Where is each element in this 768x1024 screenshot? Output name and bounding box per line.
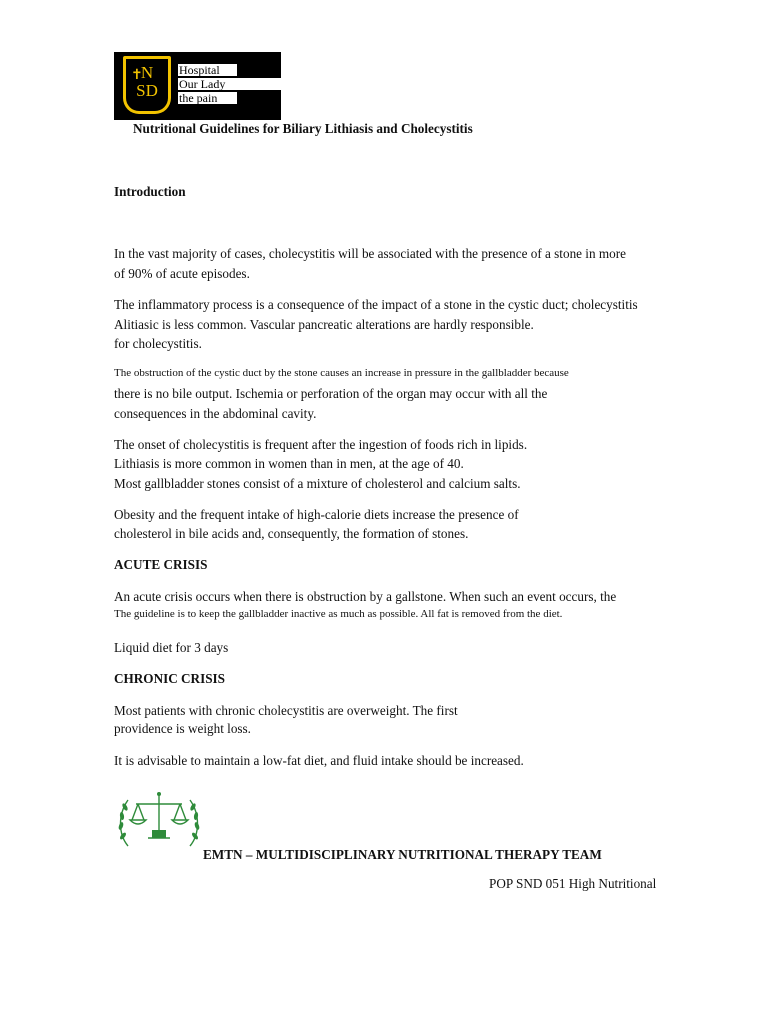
acute-crisis-heading: ACUTE CRISIS <box>114 557 208 572</box>
paragraph-line: The guideline is to keep the gallbladder inactive as much as possible. All fat is removed from the diet. <box>114 608 563 620</box>
paragraph-line: cholesterol in bile acids and, consequently, the formation of stones. <box>114 526 469 541</box>
shield-emblem <box>123 56 171 114</box>
paragraph-line: Most patients with chronic cholecystitis are overweight. The first <box>114 703 458 718</box>
paragraph-line: Obesity and the frequent intake of high-calorie diets increase the presence of <box>114 507 519 522</box>
cross-icon: ✝ <box>131 68 143 83</box>
document-title: Nutritional Guidelines for Biliary Lithiasis and Cholecystitis <box>133 121 473 136</box>
paragraph-line: The inflammatory process is a consequence of the impact of a stone in the cystic duct; cholecystitis <box>114 297 638 312</box>
paragraph-line: The obstruction of the cystic duct by the stone causes an increase in pressure in the gallbladder because <box>114 367 569 379</box>
logo-letters-top: N <box>140 63 154 82</box>
chronic-crisis-heading: CHRONIC CRISIS <box>114 671 226 686</box>
introduction-heading: Introduction <box>114 184 186 199</box>
paragraph-line: there is no bile output. Ischemia or perforation of the organ may occur with all the <box>114 386 548 401</box>
logo-line-3: the pain <box>178 92 237 104</box>
logo-line-2: Our Lady <box>178 78 281 90</box>
logo-line-1: Hospital <box>178 64 237 76</box>
paragraph-line: In the vast majority of cases, cholecystitis will be associated with the presence of a stone in more <box>114 246 626 261</box>
hospital-logo <box>114 52 281 120</box>
paragraph-line: consequences in the abdominal cavity. <box>114 406 317 421</box>
paragraph-line: An acute crisis occurs when there is obstruction by a gallstone. When such an event occurs, the <box>114 589 617 604</box>
paragraph-line: for cholecystitis. <box>114 336 202 351</box>
document-code: POP SND 051 High Nutritional <box>489 876 657 891</box>
paragraph-line: It is advisable to maintain a low-fat diet, and fluid intake should be increased. <box>114 753 524 768</box>
paragraph-line: Lithiasis is more common in women than in men, at the age of 40. <box>114 456 464 471</box>
team-name: EMTN – MULTIDISCIPLINARY NUTRITIONAL THERAPY TEAM <box>203 847 602 862</box>
paragraph-line: Alitiasic is less common. Vascular pancreatic alterations are hardly responsible. <box>114 317 534 332</box>
paragraph-line: Liquid diet for 3 days <box>114 640 229 655</box>
paragraph-line: providence is weight loss. <box>114 721 251 736</box>
paragraph-line: The onset of cholecystitis is frequent after the ingestion of foods rich in lipids. <box>114 437 528 452</box>
paragraph-line: of 90% of acute episodes. <box>114 266 250 281</box>
scales-emblem-icon <box>114 786 204 856</box>
logo-letters-bottom: SD <box>136 81 158 100</box>
paragraph-line: Most gallbladder stones consist of a mixture of cholesterol and calcium salts. <box>114 476 521 491</box>
